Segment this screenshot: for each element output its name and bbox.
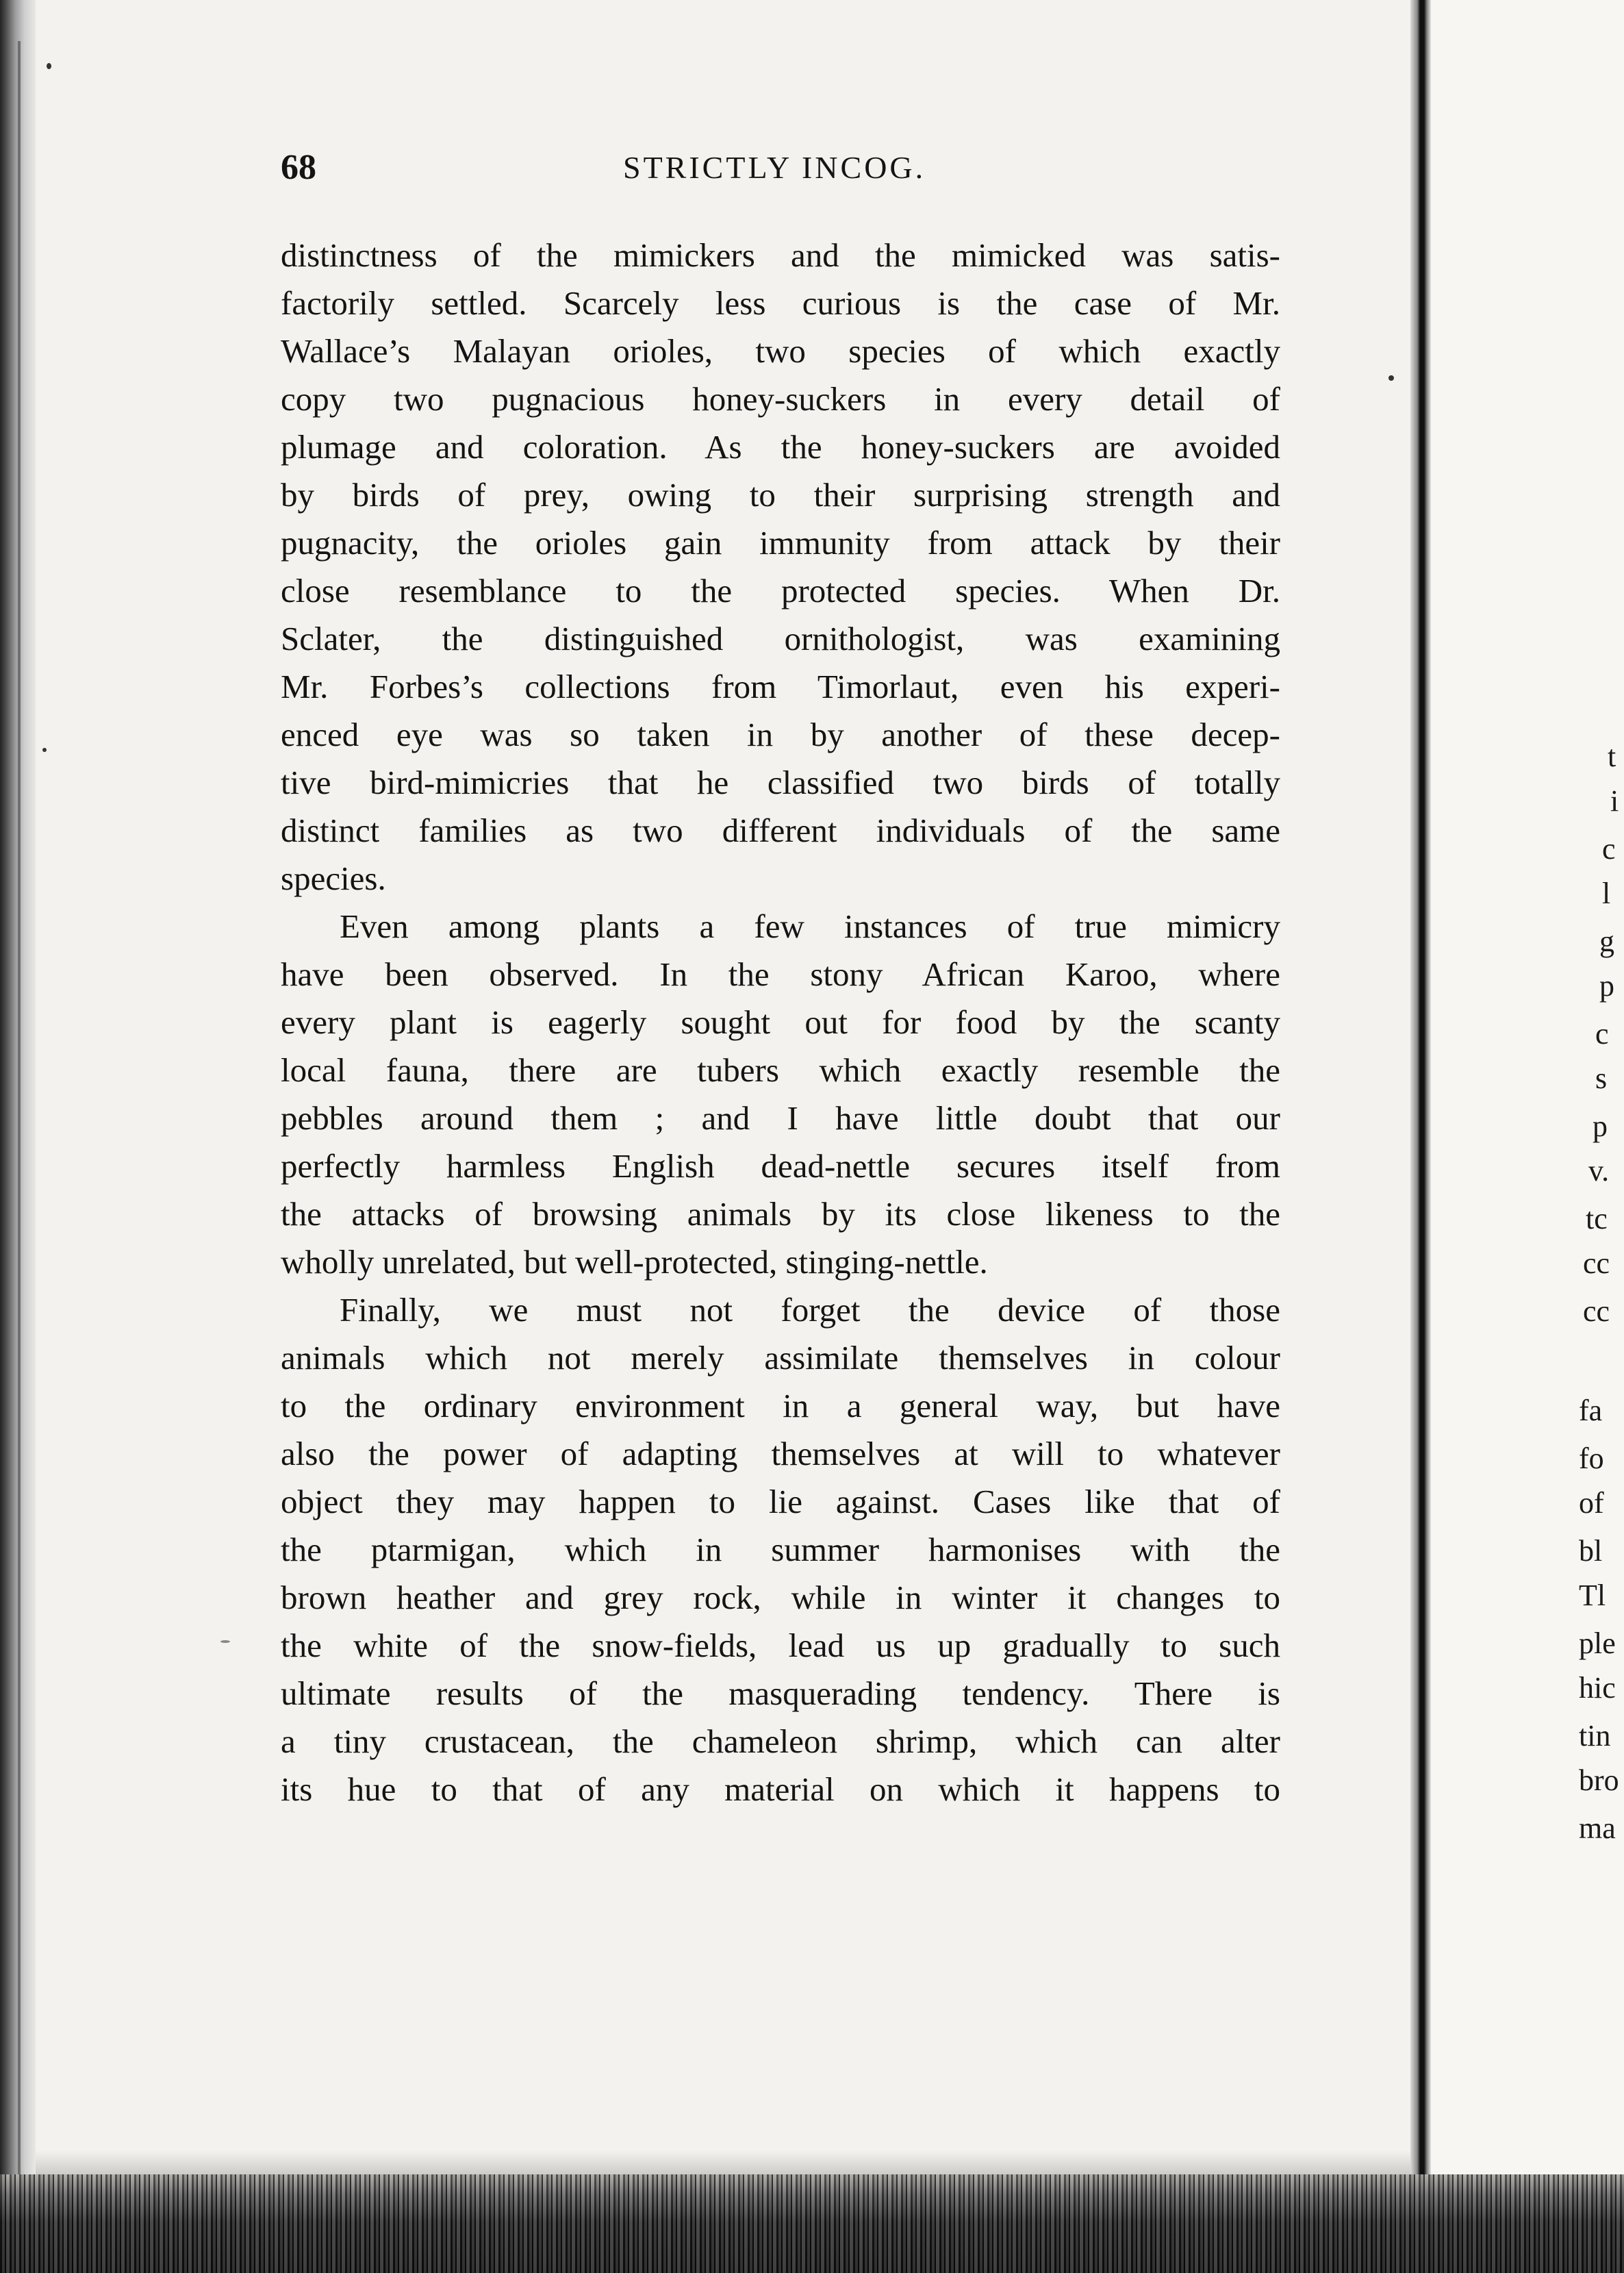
facing-page-fragment <box>1431 0 1624 2192</box>
text-line: the attacks of browsing animals by its close likeness to the <box>281 1195 1280 1233</box>
facing-line: s <box>1595 1062 1608 1095</box>
text-line: enced eye was so taken in by another of these decep- <box>281 716 1280 753</box>
text-line: every plant is eagerly sought out for food by the scanty <box>281 1003 1280 1041</box>
text-line: wholly unrelated, but well-protected, stinging-nettle. <box>281 1243 988 1281</box>
text-line: distinctness of the mimickers and the mimicked was satis- <box>281 236 1280 274</box>
facing-line: Tl <box>1579 1579 1606 1612</box>
facing-line: of <box>1579 1486 1604 1520</box>
facing-line: cc <box>1583 1246 1610 1280</box>
page-gutter <box>1410 0 1431 2273</box>
facing-line: cc <box>1583 1294 1610 1328</box>
page-bottom-shadow <box>36 2150 1410 2178</box>
text-line: pebbles around them ; and I have little doubt that our <box>281 1099 1280 1137</box>
text-line: species. <box>281 859 386 897</box>
text-line: animals which not merely assimilate themselves in colour <box>281 1339 1280 1377</box>
text-line: have been observed. In the stony African Karoo, where <box>281 955 1280 993</box>
text-line: plumage and coloration. As the honey-suckers are avoided <box>281 428 1280 466</box>
text-line: Finally, we must not forget the device of those <box>340 1291 1280 1329</box>
text-line: local fauna, there are tubers which exactly resemble the <box>281 1051 1280 1089</box>
text-line: Sclater, the distinguished ornithologist, was examining <box>281 620 1280 657</box>
scan-speck <box>1388 375 1394 381</box>
facing-line: hic <box>1579 1671 1616 1705</box>
text-line: tive bird-mimicries that he classified two birds of totally <box>281 764 1280 801</box>
text-line: by birds of prey, owing to their surprising strength and <box>281 476 1280 514</box>
facing-line: tc <box>1586 1202 1608 1235</box>
text-line: perfectly harmless English dead-nettle secures itself from <box>281 1147 1280 1185</box>
text-line: ultimate results of the masquerading tendency. There is <box>281 1674 1280 1712</box>
facing-line: l <box>1602 877 1611 910</box>
text-line: the white of the snow-fields, lead us up gradually to such <box>281 1627 1280 1664</box>
facing-line: p <box>1593 1109 1608 1143</box>
text-line: pugnacity, the orioles gain immunity from attack by their <box>281 524 1280 562</box>
text-line: Mr. Forbes’s collections from Timorlaut, even his experi- <box>281 668 1280 705</box>
body-text <box>281 231 1280 1813</box>
scanner-bed-edge <box>0 2174 1624 2273</box>
facing-line: fo <box>1579 1442 1604 1475</box>
text-line: the ptarmigan, which in summer harmonises with the <box>281 1531 1280 1568</box>
text-line: factorily settled. Scarcely less curious is the case of Mr. <box>281 284 1280 322</box>
scan-speck <box>220 1640 230 1643</box>
running-head <box>281 144 1280 192</box>
facing-line: ma <box>1579 1811 1616 1845</box>
text-line: Wallace’s Malayan orioles, two species of which exactly <box>281 332 1280 370</box>
binding-line <box>18 41 21 2178</box>
facing-line: bro <box>1579 1763 1619 1797</box>
facing-line: bl <box>1579 1534 1603 1568</box>
text-line: its hue to that of any material on which it happens to <box>281 1770 1280 1808</box>
facing-line: i <box>1610 784 1619 818</box>
text-line: distinct families as two different individuals of the same <box>281 812 1280 849</box>
facing-line: c <box>1595 1017 1609 1051</box>
facing-line: v. <box>1588 1154 1610 1188</box>
scan-speck <box>47 63 51 69</box>
text-line: to the ordinary environment in a general way, but have <box>281 1387 1280 1424</box>
text-line: also the power of adapting themselves at will to whatever <box>281 1435 1280 1472</box>
facing-line: c <box>1602 832 1616 866</box>
text-line: object they may happen to lie against. Cases like that of <box>281 1483 1280 1520</box>
facing-line: g <box>1599 925 1614 958</box>
running-title: STRICTLY INCOG. <box>623 150 926 185</box>
facing-line: p <box>1599 969 1614 1003</box>
text-line: copy two pugnacious honey-suckers in every detail of <box>281 380 1280 418</box>
text-line: brown heather and grey rock, while in winter it changes to <box>281 1579 1280 1616</box>
page-number: 68 <box>281 148 316 187</box>
facing-line: ple <box>1579 1627 1616 1660</box>
facing-line: tin <box>1579 1719 1611 1753</box>
facing-line: fa <box>1579 1394 1603 1427</box>
scan-speck <box>42 748 47 752</box>
text-line: Even among plants a few instances of true mimicry <box>340 907 1280 945</box>
facing-line: t <box>1608 740 1616 773</box>
text-line: a tiny crustacean, the chameleon shrimp, which can alter <box>281 1722 1280 1760</box>
text-line: close resemblance to the protected species. When Dr. <box>281 572 1280 610</box>
